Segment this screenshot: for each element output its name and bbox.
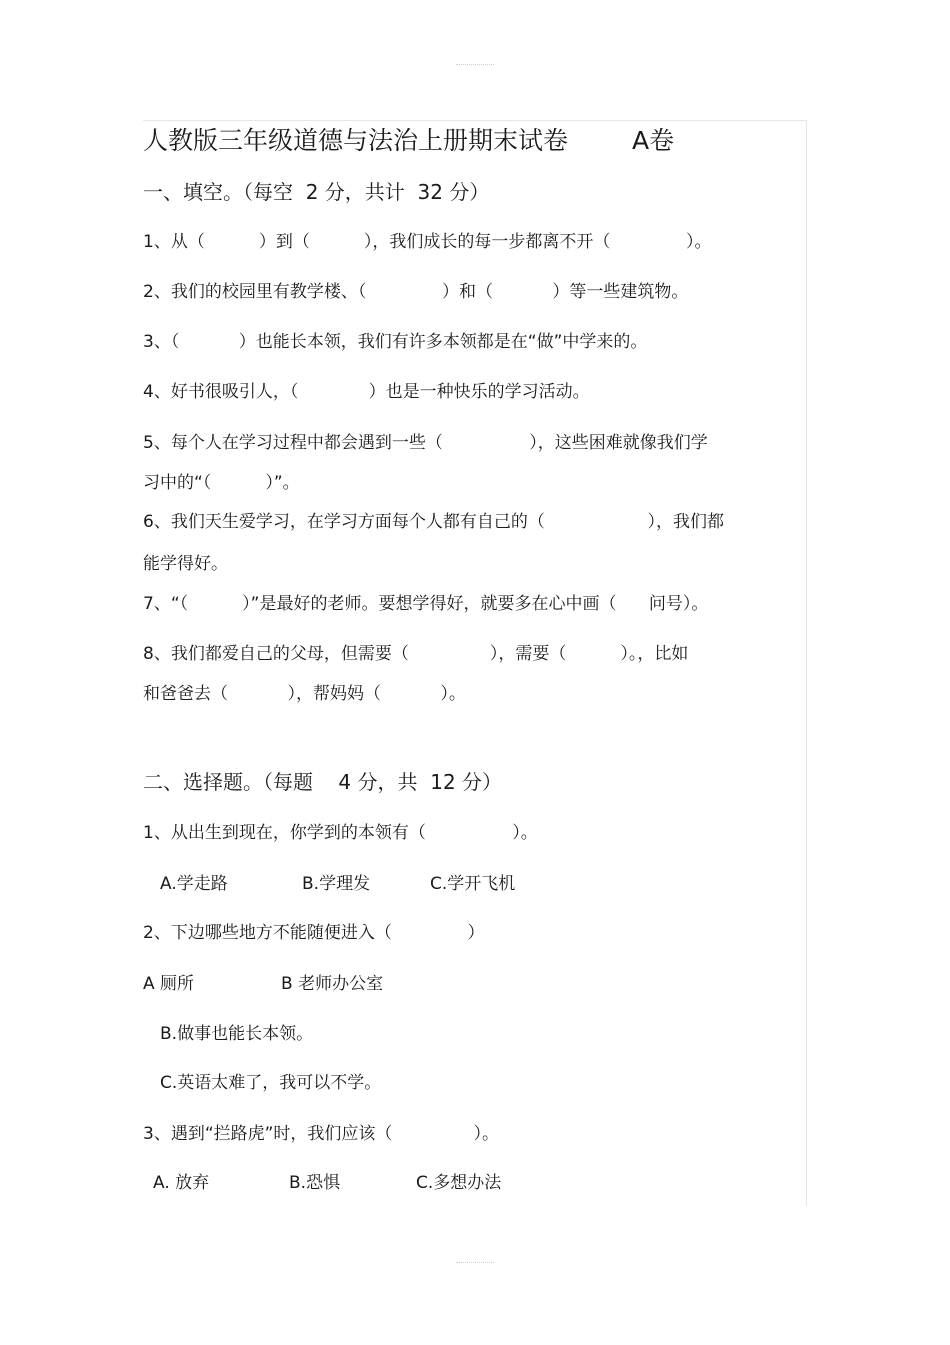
exam-title: 人教版三年级道德与法治上册期末试卷 A卷 xyxy=(143,126,675,155)
section2-q1-option-c: C.学开飞机 xyxy=(430,874,516,894)
section1-heading: 一、填空。（每空 2 分，共计 32 分） xyxy=(143,180,490,204)
section2-q1: 1、从出生到现在，你学到的本领有（ ）。 xyxy=(143,823,538,843)
section2-q2-option-a: A 厕所 xyxy=(143,974,195,994)
section2-q2-option-b: B 老师办公室 xyxy=(281,974,384,994)
section1-q6-line2: 能学得好。 xyxy=(143,554,228,574)
section2-q3-option-b: B.恐惧 xyxy=(289,1173,341,1193)
section1-q1: 1、从（ ）到（ ），我们成长的每一步都离不开（ ）。 xyxy=(143,232,712,252)
section2-q1-option-a: A.学走路 xyxy=(160,874,228,894)
exam-title-suffix: A卷 xyxy=(632,126,675,155)
section2-q2-extra-c: C.英语太难了，我可以不学。 xyxy=(160,1073,382,1093)
header-mark xyxy=(456,64,494,67)
section1-q2: 2、我们的校园里有教学楼、（ ）和（ ）等一些建筑物。 xyxy=(143,282,689,302)
section1-q8-line2: 和爸爸去（ ），帮妈妈（ ）。 xyxy=(143,684,466,704)
section1-q3: 3、（ ）也能长本领，我们有许多本领都是在“做”中学来的。 xyxy=(143,332,648,352)
section2-q3: 3、遇到“拦路虎”时，我们应该（ ）。 xyxy=(143,1124,499,1144)
section2-q2: 2、下边哪些地方不能随便进入（ ） xyxy=(143,923,485,943)
section2-heading: 二、选择题。（每题 4 分，共 12 分） xyxy=(143,770,503,794)
section2-q1-option-b: B.学理发 xyxy=(302,874,371,894)
section1-q5-line1: 5、每个人在学习过程中都会遇到一些（ ），这些困难就像我们学 xyxy=(143,433,708,453)
section2-q3-option-a: A. 放弃 xyxy=(153,1173,210,1193)
section1-q4: 4、好书很吸引人，（ ）也是一种快乐的学习活动。 xyxy=(143,382,590,402)
section2-q2-extra-b: B.做事也能长本领。 xyxy=(160,1024,314,1044)
section1-q7: 7、“（ ）”是最好的老师。要想学得好，就要多在心中画（ 问号）。 xyxy=(143,594,709,614)
section2-q3-option-c: C.多想办法 xyxy=(416,1173,502,1193)
section1-q5-line2: 习中的“（ ）”。 xyxy=(143,473,300,493)
section1-q8-line1: 8、我们都爱自己的父母，但需要（ ），需要（ ）。，比如 xyxy=(143,644,689,664)
section1-q6-line1: 6、我们天生爱学习，在学习方面每个人都有自己的（ ），我们都 xyxy=(143,512,724,532)
footer-mark xyxy=(456,1262,494,1265)
